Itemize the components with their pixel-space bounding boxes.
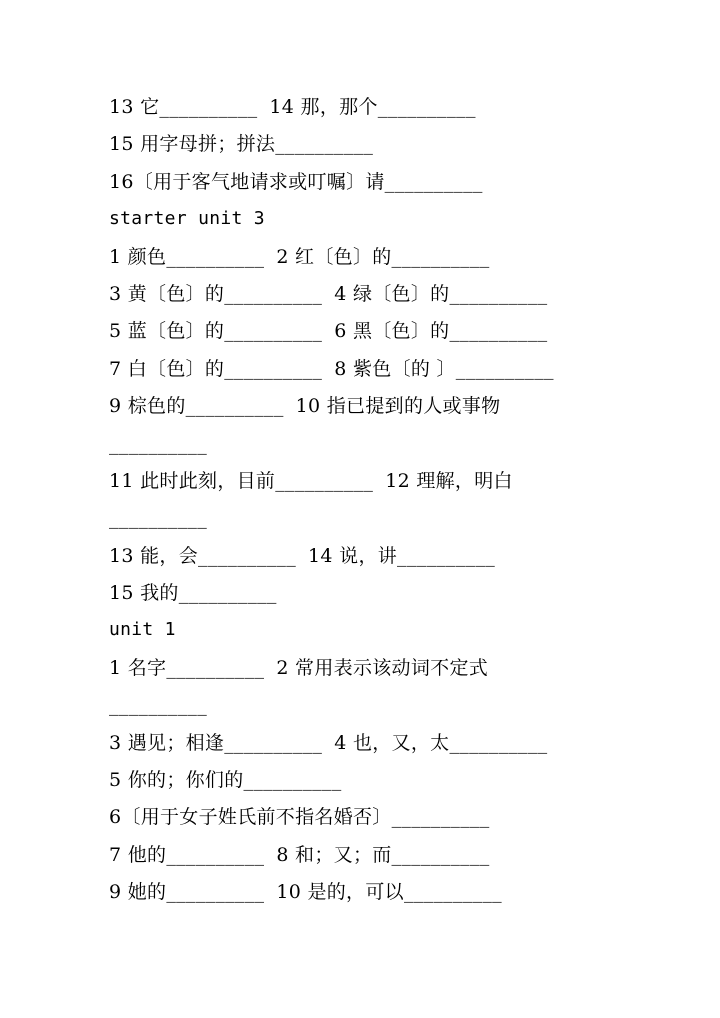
vocabulary-item: 7 他的__________ [109,843,265,866]
worksheet-line [109,167,669,204]
vocabulary-item: __________ [109,507,207,530]
vocabulary-item: 8 紫色〔的 〕__________ [334,357,554,380]
vocabulary-item: 5 蓝〔色〕的__________ [109,320,323,343]
vocabulary-item: 11 此时此刻，目前__________ [109,469,374,492]
worksheet-line [109,541,669,578]
vocabulary-item: 10 是的，可以__________ [276,881,502,904]
worksheet-line [109,92,669,129]
vocabulary-item: starter unit 3 [109,208,265,230]
worksheet-line [109,653,669,690]
vocabulary-item: 6〔用于女子姓氏前不指名婚否〕__________ [109,806,490,829]
section-heading [109,615,669,652]
worksheet-line [109,840,669,877]
worksheet-line [109,877,669,914]
section-heading [109,204,669,241]
worksheet-line [109,503,669,540]
vocabulary-item: 10 指已提到的人或事物 [295,395,501,418]
vocabulary-item: __________ [109,694,207,717]
vocabulary-item: 1 颜色__________ [109,245,265,268]
worksheet-line [109,690,669,727]
vocabulary-item: 3 黄〔色〕的__________ [109,282,323,305]
worksheet-line [109,429,669,466]
worksheet-line [109,466,669,503]
vocabulary-item: 14 那，那个__________ [269,96,476,118]
vocabulary-item: 9 她的__________ [109,881,265,904]
worksheet-line [109,578,669,615]
worksheet-line [109,129,669,166]
vocabulary-item: 9 棕色的__________ [109,395,284,418]
vocabulary-item: 13 能，会__________ [109,544,297,567]
vocabulary-item: 4 也，又，太__________ [334,731,548,754]
vocabulary-item: __________ [109,432,207,455]
vocabulary-item: 16〔用于客气地请求或叮嘱〕请__________ [109,170,483,193]
vocabulary-item: 15 用字母拼；拼法__________ [109,133,374,156]
vocabulary-item: 8 和；又；而__________ [276,843,490,866]
worksheet-line [109,316,669,353]
vocabulary-item: 12 理解，明白 [385,469,513,492]
vocabulary-item: 4 绿〔色〕的__________ [334,282,548,305]
vocabulary-item: 2 红〔色〕的__________ [276,245,490,268]
vocabulary-item: 15 我的__________ [109,582,277,605]
vocabulary-item: 6 黑〔色〕的__________ [334,320,548,343]
vocabulary-item: 1 名字__________ [109,656,265,679]
vocabulary-item: unit 1 [109,619,176,641]
vocabulary-item: 5 你的；你们的__________ [109,769,342,792]
vocabulary-worksheet [109,92,669,915]
worksheet-line [109,242,669,279]
worksheet-line [109,354,669,391]
worksheet-line [109,391,669,428]
worksheet-line [109,802,669,839]
vocabulary-item: 7 白〔色〕的__________ [109,357,323,380]
worksheet-line [109,279,669,316]
worksheet-line [109,765,669,802]
vocabulary-item: 13 它__________ [109,96,258,118]
vocabulary-item: 3 遇见；相逢__________ [109,731,323,754]
vocabulary-item: 14 说，讲__________ [308,544,496,567]
worksheet-line [109,728,669,765]
vocabulary-item: 2 常用表示该动词不定式 [276,656,489,679]
